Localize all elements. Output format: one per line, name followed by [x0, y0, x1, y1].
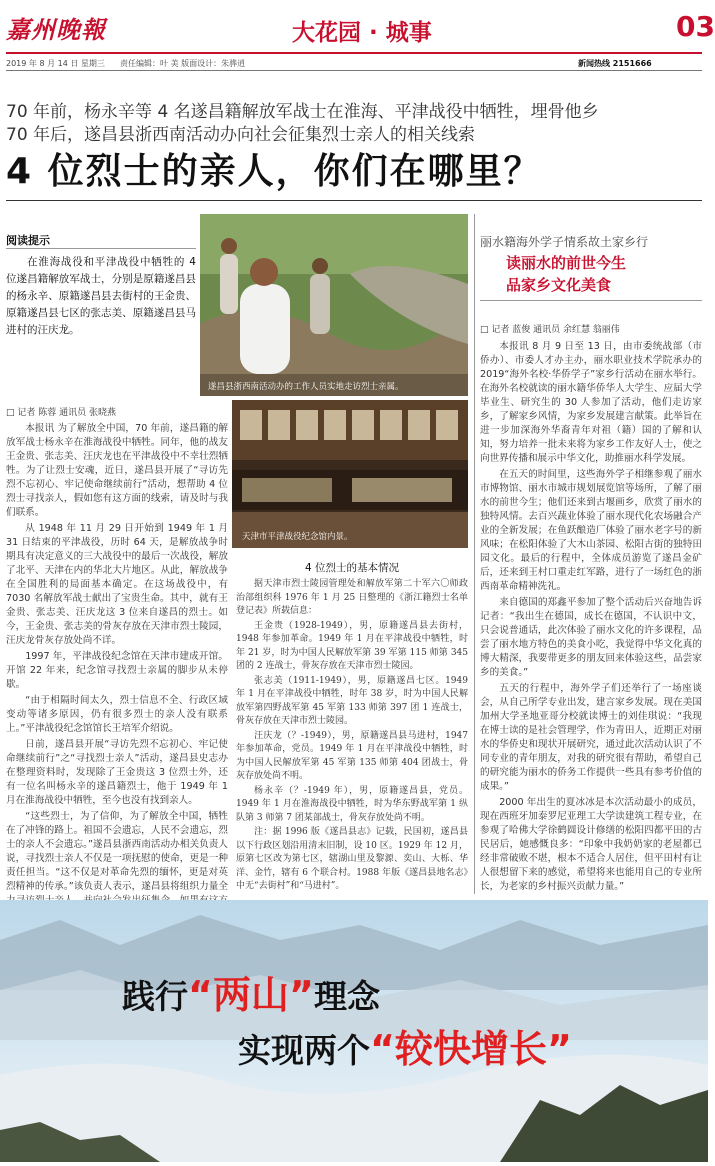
main-body-paragraph: “这些烈士，为了信仰，为了解放全中国，牺牲在了冲锋的路上。祖国不会遗忘，人民不会遗忘，烈士的亲人不会遗忘。”遂昌县浙西南活动办相关负责人说，寻找烈士亲人不仅是一项抚慰的使命，更是一种责任担当。“这不仅是对革命先烈的缅怀，更是对英烈精神的传承。”该负责人表示，遂昌县将组织力量全 — [6, 811, 228, 892]
main-body-paragraph: 1997 年，平津战役纪念馆在天津市建成开馆。开馆 22 年来，纪念馆寻找烈士亲属的脚步从未停歇。 — [6, 651, 228, 690]
kicker-line-2: 70 年后，遂昌县浙西南活动办向社会征集烈士亲人的相关线索 — [6, 125, 476, 145]
right-byline: □ 记者 蓝俊 通讯员 余红慧 翁丽伟 — [480, 325, 620, 335]
right-title-line-2: 品家乡文化美食 — [506, 276, 612, 294]
info-box-paragraph: 张志美（1911-1949），男，原籍遂昌七区。1949 年 1 月在平津战役中牺牲，时年 38 岁，时为中国人民解放军第四野战军第 45 军第 133 师第 397 团 1 连战士，骨灰存放在天津市烈士陵园。 — [236, 675, 468, 726]
banner-line2-quote: “较快增长” — [370, 1027, 572, 1071]
info-box-paragraph: 注：据 1996 版《遂昌县志》记载，民国初，遂昌县以下行政区划沿用清末旧制，设 10 区。1929 年 12 月，原第七区改为第七区，辖湖山里及黎源、奕山、大栎、华洋、金竹，辖有 6 个联合村。1988 年版《遂昌县地名志》中无“去街村”和“马进村”。 — [236, 827, 468, 891]
right-title-rule — [480, 300, 702, 301]
photo-field-visit — [200, 214, 468, 396]
main-headline: 4 位烈士的亲人，你们在哪里？ — [6, 151, 542, 192]
info-box-body — [236, 578, 468, 890]
kicker-line-1: 70 年前，杨永辛等 4 名遂昌籍解放军战士在淮海、平津战役中牺牲，埋骨他乡 — [6, 102, 599, 122]
right-body-paragraph: 来自德国的郑鑫平参加了整个活动后兴奋地告诉记者：“我出生在德国，成长在德国，不认识中文，只会说普通话，此次体验了丽水文化的许多课程，品尝了丽水地方特色的美食小吃，我觉得中华文化真的博大精深，我要带更多的朋友回来体验这些，品尝家乡的美食。” — [480, 597, 702, 678]
column-divider — [474, 214, 475, 894]
right-body-paragraph: 2000 年出生的夏冰冰是本次活动最小的成员，现在西班牙加泰罗尼亚理工大学读建筑工程专业，在参观了哈佛大学徐鹤圆设计修缮的松阳四都平田的古民居后，她感慨良多：“印象中我奶奶家的老屋都已经非常破败不堪，根本不适合人居住，但平田村有让人很想留下来的感觉，希望将来也能用自己的专业所长，为老家的乡村振兴贡献力量。” — [480, 797, 702, 892]
info-box-paragraph: 汪庆龙（？-1949），男，原籍遂昌县马进村，1947 年参加革命，党员。1949 年 1 月在平津战役中牺牲，时为中国人民解放军第 45 军第 135 师第 404 团战士，骨灰存放处尚不明。 — [236, 730, 468, 781]
main-body-paragraph: 日前，遂昌县开展“寻访先烈不忘初心、牢记使命继续前行”之“寻找烈士亲人”活动，遂昌县史志办在整理资料时，发现除了王金贵这 3 位烈士外，还有一位名叫杨永辛的遂昌籍烈士，他于 1949 年 1 月在淮海战役中牺牲，至今也没有找到亲人。 — [6, 739, 228, 806]
reading-tip-rule — [6, 248, 196, 249]
editor-credits: 责任编辑：叶 美 版面设计：朱骅逍 — [120, 59, 246, 68]
issue-date: 2019 年 8 月 14 日 星期三 — [6, 59, 105, 68]
main-body-paragraph: 从 1948 年 11 月 29 日开始到 1949 年 1 月 31 日结束的平津战役，历时 64 天，是解放战争时期具有决定意义的三大战役中的最后一次战役，解放了北平、天津在内的华北大片地区。从此，解放战争在全国胜利的局面基本确定。在这场战役中，有 7030 名解放军战士献出了宝贵生命。其中，就有王金贵、张志美、汪庆龙这 3 位来自遂昌的烈士。如今，王金贵、张志美的骨灰存放在天津市烈士陵园，汪庆龙骨灰存放处尚不详。 — [6, 523, 228, 646]
news-hotline: 新闻热线 2151666 — [578, 59, 652, 68]
info-box-title: 4 位烈士的基本情况 — [304, 562, 400, 574]
headline-rule — [6, 200, 702, 201]
main-body-paragraph: 本报讯 为了解放全中国，70 年前，遂昌籍的解放军战士杨永辛在淮海战役中牺牲。同年，他的战友王金贵、张志美、汪庆龙也在平津战役中不幸壮烈牺牲。为了让烈士安魂，近日，遂昌县开展了“寻访先烈不忘初心、牢记使命继续前行”活动，想帮助 4 位烈士寻找亲人，假如您有这方面的线索，请及时与我们联系。 — [6, 423, 228, 518]
masthead-rule — [6, 52, 702, 54]
main-body-paragraph: “由于相隔时间太久，烈士信息不全、行政区域变动等诸多原因，仍有很多烈士的亲人没有联系上。”平津战役纪念馆馆长王培军介绍说。 — [6, 695, 228, 734]
right-body-paragraph: 在五天的时间里，这些海外学子相继参观了丽水市博物馆、丽水市城市规划展览馆等场所，了解了丽水的前世今生；他们还来到古堰画乡，欣赏了丽水的独特风情。去百兴蔬业体验了丽水现代化农场融合产业的全新发展；在鱼跃酿造厂体验了丽水老字号的新风味；在松阳体验了大木山茶园、松阳古街的独特田园文化。最后的行程中，全体成员游览了遂昌金矿后，还来到王村口重走红军路，进行了一场红色的浙西南革命精神洗礼。 — [480, 469, 702, 592]
reading-tip-text: 在淮海战役和平津战役中牺牲的 4 位遂昌籍解放军战士，分别是原籍遂昌县的杨永辛、原籍遂昌县去街村的王金贵、原籍遂昌县七区的张志美、原籍遂昌县马进村的汪庆龙。 — [6, 256, 196, 336]
banner-line1-pre: 践行 — [122, 977, 188, 1016]
info-box-paragraph: 王金贵（1928-1949），男，原籍遂昌县去街村，1948 年参加革命。1949 年 1 月在平津战役中牺牲，时年 21 岁，时为中国人民解放军第 39 军第 115 师第 345 团的 2 连战士，骨灰存放在天津市烈士陵园。 — [236, 620, 468, 671]
main-byline: □ 记者 陈蓉 通讯员 张晓燕 — [6, 408, 116, 418]
reading-tip-title: 阅读提示 — [6, 234, 50, 247]
main-body — [6, 422, 228, 892]
right-body — [480, 340, 702, 892]
info-box-paragraph: 据天津市烈士陵园管理处和解放军第二十军六〇师政治部组织科 1976 年 1 月 25 日整理的《浙江籍烈士名单登记表》所载信息： — [236, 579, 468, 616]
photo1-caption: 遂昌县浙西南活动办的工作人员实地走访烈士亲属。 — [208, 382, 404, 392]
banner-line1-quote: “两山” — [188, 973, 314, 1017]
right-title-line-1: 读丽水的前世今生 — [506, 254, 627, 272]
newspaper-logo: 嘉州晚報 — [6, 15, 106, 44]
page-number: 03 — [676, 10, 715, 43]
banner-line2-pre: 实现两个 — [238, 1031, 370, 1070]
info-box-paragraph: 杨永辛（？-1949 年），男，原籍遂昌县，党员。1949 年 1 月在淮海战役中牺牲，时为华东野战军第 1 纵队第 3 师第 7 团某部战士，骨灰存放处尚不明。 — [236, 785, 468, 823]
bottom-banner — [0, 900, 708, 1162]
masthead-underline — [6, 70, 702, 71]
right-body-paragraph: 五天的行程中，海外学子们还举行了一场座谈会，从自己所学专业出发，建言家乡发展。现在美国加州大学圣地亚哥分校就读博士的刘佳琪说：“我现在博士读的是社会管理学，作为青田人，近期正对丽水的华侨史和现状开展研究，通过此次活动认识了不同专业的青年朋友，对我的研究很有帮助，希望自己的研究能为丽水的侨务工作提供一些具有参考价值的成果。” — [480, 683, 702, 792]
photo2-caption: 天津市平津战役纪念馆内景。 — [242, 532, 353, 542]
right-kicker: 丽水籍海外学子情系故土家乡行 — [480, 235, 649, 249]
right-body-paragraph: 本报讯 8 月 9 日至 13 日，由市委统战部（市侨办）、市委人才办主办，丽水职业技术学院承办的 2019“海外名校·华侨学子”家乡行活动在丽水举行。在海外名校就读的丽水籍华侨华人大学生、应届大学毕业生、研究生的 30 人参加了活动，他们走访家乡，了解家乡风情，为家乡发展建言献策。此举旨在进一步加深海外华裔青年对祖（籍）国的了解和认知，努力培养一批未来将为家乡工作友好人士，使之向世界传播和展示中华文化，助推丽水科学发展。 — [480, 341, 702, 464]
section-title: 大花园 · 城事 — [292, 20, 432, 46]
banner-line1-post: 理念 — [313, 977, 380, 1016]
photo-memorial-hall — [232, 400, 468, 548]
